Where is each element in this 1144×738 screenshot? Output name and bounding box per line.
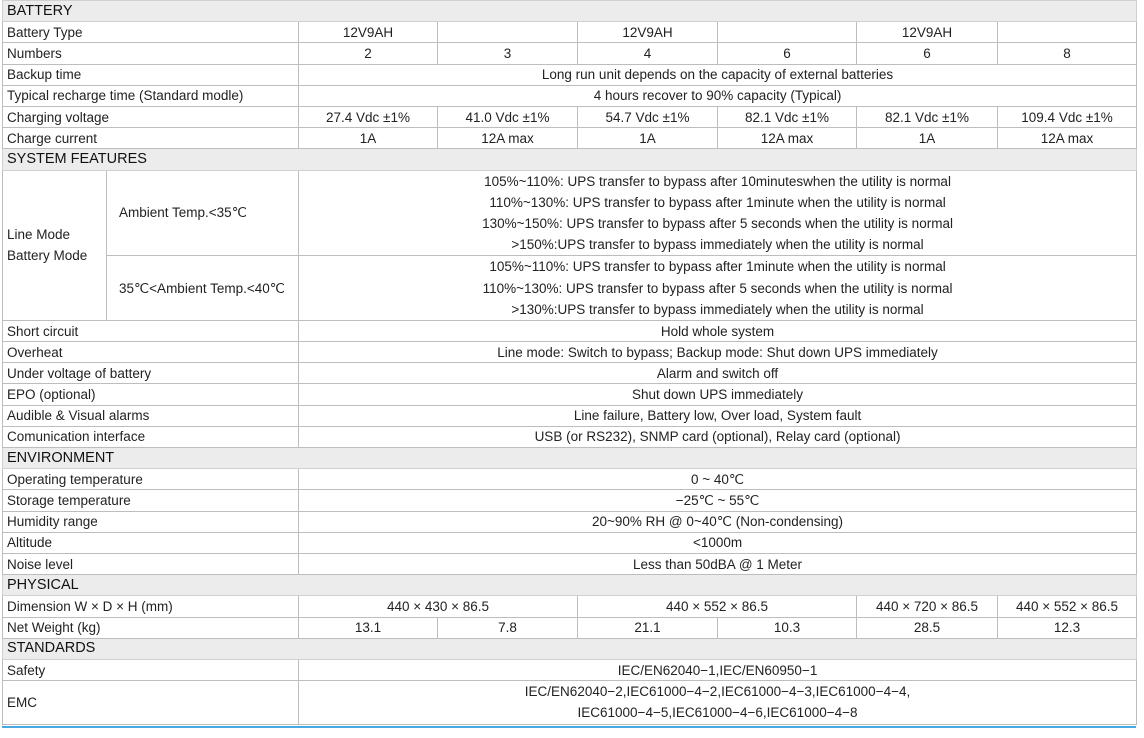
section-header-environment xyxy=(3,448,1137,469)
row-label: Altitude xyxy=(3,532,299,553)
row-label: Charge current xyxy=(3,128,299,149)
row-backup-time xyxy=(3,64,1137,85)
row-dimension xyxy=(3,596,1137,617)
cell: <1000m xyxy=(299,532,1137,553)
cell: 12.3 xyxy=(998,617,1137,638)
cell: 0 ~ 40℃ xyxy=(299,469,1137,490)
cell: Less than 50dBA @ 1 Meter xyxy=(299,553,1137,574)
cell: 3 xyxy=(438,43,578,64)
cell: Line failure, Battery low, Over load, System fault xyxy=(299,405,1137,426)
cell: 12V9AH xyxy=(578,22,718,43)
row-label: Operating temperature xyxy=(3,469,299,490)
row-emc xyxy=(3,681,1137,724)
cell: 82.1 Vdc ±1% xyxy=(857,106,998,127)
emc-line: IEC61000−4−5,IEC61000−4−6,IEC61000−4−8 xyxy=(577,705,858,721)
row-label: Comunication interface xyxy=(3,426,299,447)
temp-condition-label: Ambient Temp.<35℃ xyxy=(107,170,299,256)
section-title: PHYSICAL xyxy=(3,575,1137,596)
row-label: EPO (optional) xyxy=(3,384,299,405)
section-title: BATTERY xyxy=(3,1,1137,22)
section-header-physical xyxy=(3,575,1137,596)
row-overload-high-temp xyxy=(3,256,1137,321)
cell: 6 xyxy=(857,43,998,64)
mode-label xyxy=(3,170,107,320)
overload-behavior xyxy=(299,170,1137,256)
row-label: Overheat xyxy=(3,342,299,363)
row-operating-temp xyxy=(3,469,1137,490)
overload-line: 105%~110%: UPS transfer to bypass after 10minuteswhen the utility is normal xyxy=(484,173,951,189)
cell: IEC/EN62040−1,IEC/EN60950−1 xyxy=(299,659,1137,680)
cell: 54.7 Vdc ±1% xyxy=(578,106,718,127)
row-label: Humidity range xyxy=(3,511,299,532)
spec-table xyxy=(2,0,1137,725)
row-label: Numbers xyxy=(3,43,299,64)
row-short-circuit xyxy=(3,320,1137,341)
cell: Hold whole system xyxy=(299,320,1137,341)
row-label: Charging voltage xyxy=(3,106,299,127)
row-overheat xyxy=(3,342,1137,363)
temp-condition-label: 35℃<Ambient Temp.<40℃ xyxy=(107,256,299,321)
battery-mode-label: Battery Mode xyxy=(7,248,88,264)
cell: 82.1 Vdc ±1% xyxy=(718,106,857,127)
row-noise xyxy=(3,553,1137,574)
row-label: Battery Type xyxy=(3,22,299,43)
overload-behavior xyxy=(299,256,1137,321)
cell: 109.4 Vdc ±1% xyxy=(998,106,1137,127)
cell: 440 × 430 × 86.5 xyxy=(299,596,578,617)
section-title: SYSTEM FEATURES xyxy=(3,149,1137,170)
cell: 12A max xyxy=(438,128,578,149)
section-title: ENVIRONMENT xyxy=(3,448,1137,469)
cell: 20~90% RH @ 0~40℃ (Non-condensing) xyxy=(299,511,1137,532)
row-label: Short circuit xyxy=(3,320,299,341)
cell: 440 × 552 × 86.5 xyxy=(578,596,857,617)
section-header-battery xyxy=(3,1,1137,22)
row-label: Noise level xyxy=(3,553,299,574)
cell: 12A max xyxy=(998,128,1137,149)
row-numbers xyxy=(3,43,1137,64)
cell: Line mode: Switch to bypass; Backup mode: Shut down UPS immediately xyxy=(299,342,1137,363)
row-label: Audible & Visual alarms xyxy=(3,405,299,426)
row-label: Dimension W × D × H (mm) xyxy=(3,596,299,617)
section-title: STANDARDS xyxy=(3,638,1137,659)
row-label: Under voltage of battery xyxy=(3,363,299,384)
row-altitude xyxy=(3,532,1137,553)
cell: 28.5 xyxy=(857,617,998,638)
row-label: Net Weight (kg) xyxy=(3,617,299,638)
row-overload-low-temp xyxy=(3,170,1137,256)
cell: 10.3 xyxy=(718,617,857,638)
cell: 27.4 Vdc ±1% xyxy=(299,106,438,127)
row-label: Typical recharge time (Standard modle) xyxy=(3,85,299,106)
row-under-voltage xyxy=(3,363,1137,384)
row-label: Backup time xyxy=(3,64,299,85)
row-battery-type xyxy=(3,22,1137,43)
overload-line: >150%:UPS transfer to bypass immediately when the utility is normal xyxy=(511,237,924,253)
emc-line: IEC/EN62040−2,IEC61000−4−2,IEC61000−4−3,IEC61000−4−4, xyxy=(524,684,911,700)
row-storage-temp xyxy=(3,490,1137,511)
cell: 440 × 720 × 86.5 xyxy=(857,596,998,617)
cell: 8 xyxy=(998,43,1137,64)
overload-line: 110%~130%: UPS transfer to bypass after 5 seconds when the utility is normal xyxy=(482,280,953,296)
cell: 1A xyxy=(299,128,438,149)
row-humidity xyxy=(3,511,1137,532)
cell: 12V9AH xyxy=(299,22,438,43)
row-charging-voltage xyxy=(3,106,1137,127)
row-net-weight xyxy=(3,617,1137,638)
cell: Shut down UPS immediately xyxy=(299,384,1137,405)
cell xyxy=(998,22,1137,43)
row-label: EMC xyxy=(3,681,299,724)
spec-sheet xyxy=(2,0,1136,725)
line-mode-label: Line Mode xyxy=(7,227,71,242)
cell: Alarm and switch off xyxy=(299,363,1137,384)
accent-rule xyxy=(2,726,1136,728)
cell: Long run unit depends on the capacity of external batteries xyxy=(299,64,1137,85)
cell: 2 xyxy=(299,43,438,64)
cell: 6 xyxy=(718,43,857,64)
row-safety xyxy=(3,659,1137,680)
row-communication xyxy=(3,426,1137,447)
row-label: Safety xyxy=(3,659,299,680)
section-header-standards xyxy=(3,638,1137,659)
cell: 4 hours recover to 90% capacity (Typical) xyxy=(299,85,1137,106)
row-label: Storage temperature xyxy=(3,490,299,511)
cell: 4 xyxy=(578,43,718,64)
overload-line: 110%~130%: UPS transfer to bypass after 1minute when the utility is normal xyxy=(489,194,946,210)
overload-line: 105%~110%: UPS transfer to bypass after 1minute when the utility is normal xyxy=(489,259,946,275)
cell: USB (or RS232), SNMP card (optional), Relay card (optional) xyxy=(299,426,1137,447)
row-epo xyxy=(3,384,1137,405)
cell: −25℃ ~ 55℃ xyxy=(299,490,1137,511)
cell: 12V9AH xyxy=(857,22,998,43)
cell xyxy=(299,681,1137,724)
row-recharge-time xyxy=(3,85,1137,106)
cell: 12A max xyxy=(718,128,857,149)
overload-line: 130%~150%: UPS transfer to bypass after 5 seconds when the utility is normal xyxy=(482,215,953,231)
row-alarms xyxy=(3,405,1137,426)
cell: 1A xyxy=(578,128,718,149)
cell xyxy=(438,22,578,43)
cell: 41.0 Vdc ±1% xyxy=(438,106,578,127)
cell xyxy=(718,22,857,43)
overload-line: >130%:UPS transfer to bypass immediately when the utility is normal xyxy=(511,301,924,317)
cell: 1A xyxy=(857,128,998,149)
row-charge-current xyxy=(3,128,1137,149)
cell: 7.8 xyxy=(438,617,578,638)
cell: 21.1 xyxy=(578,617,718,638)
cell: 13.1 xyxy=(299,617,438,638)
section-header-system xyxy=(3,149,1137,170)
cell: 440 × 552 × 86.5 xyxy=(998,596,1137,617)
